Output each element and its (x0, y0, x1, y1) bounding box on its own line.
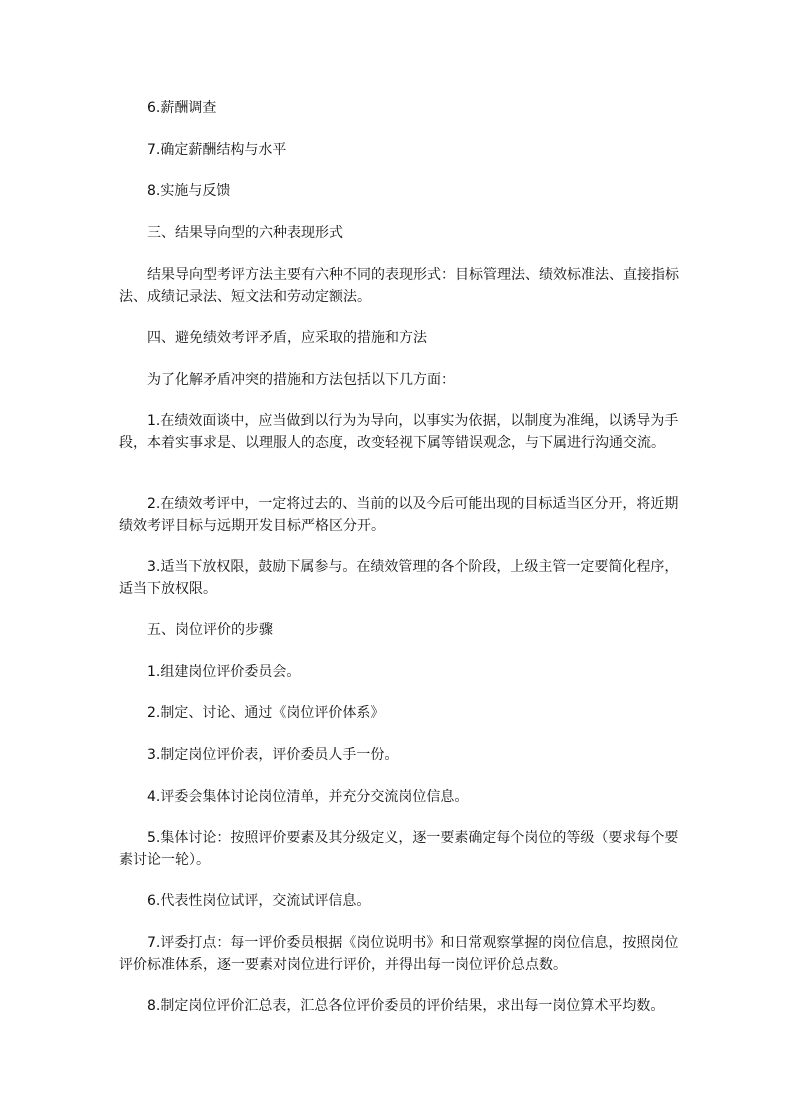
paragraph-measure-3: 3.适当下放权限，鼓励下属参与。在绩效管理的各个阶段，上级主管一定要简化程序，适当下放权限。 (119, 559, 679, 597)
paragraph-step-7-salary-structure: 7.确定薪酬结构与水平 (147, 142, 287, 158)
paragraph-measure-1: 1.在绩效面谈中，应当做到以行为为导向，以事实为依据，以制度为准绳，以诱导为手段，本着实事求是、以理服人的态度，改变轻视下属等错误观念，与下属进行沟通交流。 (119, 413, 679, 451)
section-heading-5: 五、岗位评价的步骤 (147, 622, 273, 638)
paragraph-evaluation-step-3: 3.制定岗位评价表，评价委员人手一份。 (147, 747, 399, 763)
paragraph-measures-intro: 为了化解矛盾冲突的措施和方法包括以下几方面： (147, 372, 455, 388)
paragraph-step-8-implementation: 8.实施与反馈 (147, 183, 231, 199)
paragraph-step-6-salary-survey: 6.薪酬调查 (147, 100, 217, 116)
paragraph-evaluation-step-2: 2.制定、讨论、通过《岗位评价体系》 (147, 705, 385, 721)
paragraph-evaluation-step-6: 6.代表性岗位试评，交流试评信息。 (147, 893, 371, 909)
paragraph-evaluation-step-5: 5.集体讨论：按照评价要素及其分级定义，逐一要素确定每个岗位的等级（要求每个要素讨论一轮）。 (119, 830, 679, 868)
paragraph-evaluation-step-1: 1.组建岗位评价委员会。 (147, 664, 301, 680)
paragraph-evaluation-step-8: 8.制定岗位评价汇总表，汇总各位评价委员的评价结果，求出每一岗位算术平均数。 (147, 998, 665, 1014)
section-heading-4: 四、避免绩效考评矛盾，应采取的措施和方法 (147, 330, 427, 346)
paragraph-evaluation-step-4: 4.评委会集体讨论岗位清单，并充分交流岗位信息。 (147, 789, 469, 805)
section-heading-3: 三、结果导向型的六种表现形式 (147, 225, 343, 241)
paragraph-measure-2: 2.在绩效考评中，一定将过去的、当前的以及今后可能出现的目标适当区分开，将近期绩效考评目标与远期开发目标严格区分开。 (119, 496, 679, 534)
paragraph-evaluation-step-7: 7.评委打点：每一评价委员根据《岗位说明书》和日常观察掌握的岗位信息，按照岗位评价标准体系，逐一要素对岗位进行评价，并得出每一岗位评价总点数。 (119, 935, 679, 973)
paragraph-result-oriented: 结果导向型考评方法主要有六种不同的表现形式：目标管理法、绩效标准法、直接指标法、成绩记录法、短文法和劳动定额法。 (119, 267, 679, 305)
